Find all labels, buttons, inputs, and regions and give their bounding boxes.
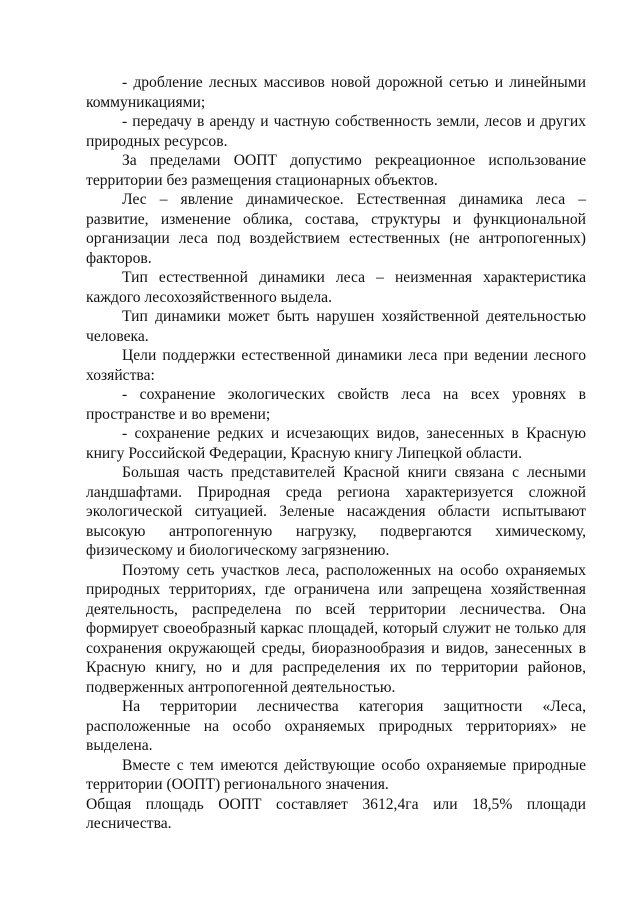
- paragraph-protection-category: На территории лесничества категория защитности «Леса, расположенные на особо охраняемых природных территориях» не выделена.: [86, 698, 586, 754]
- paragraph-goal-species: - сохранение редких и исчезающих видов, занесенных в Красную книгу Российской Федерации, Красную книгу Липецкой области.: [86, 425, 586, 462]
- paragraph-red-book: Большая часть представителей Красной книги связана с лесными ландшафтами. Природная среда региона характеризуется сложной экологической ситуацией. Зеленые насаждения области испытывают высокую антропогенную нагрузку, подвергаются химическому, физическому и биологическому загрязнению.: [86, 464, 586, 559]
- document-body: [86, 73, 586, 834]
- paragraph-list-item-fragmentation: - дробление лесных массивов новой дорожной сетью и линейными коммуникациями;: [86, 74, 586, 111]
- paragraph-dynamics-disruption: Тип динамики может быть нарушен хозяйственной деятельностью человека.: [86, 308, 586, 345]
- paragraph-goal-ecological: - сохранение экологических свойств леса на всех уровнях в пространстве и во времени;: [86, 386, 586, 423]
- paragraph-regional-oopt: Вместе с тем имеются действующие особо охраняемые природные территории (ООПТ) регионального значения.: [86, 756, 586, 793]
- paragraph-goals: Цели поддержки естественной динамики леса при ведении лесного хозяйства:: [86, 347, 586, 384]
- paragraph-list-item-lease: - передачу в аренду и частную собственность земли, лесов и других природных ресурсов.: [86, 113, 586, 150]
- paragraph-protected-network: Поэтому сеть участков леса, расположенных на особо охраняемых природных территориях, где ограничена или запрещена хозяйственная деятельность, распределена по всей территории лесничества. Она формирует своеобразный каркас площадей, который служит не только для сохранения окружающей среды, биоразнообразия и видов, занесенных в Красную книгу, но и для распределения их по территории районов, подверженных антропогенной деятельностью.: [86, 561, 586, 696]
- paragraph-dynamics-type: Тип естественной динамики леса – неизменная характеристика каждого лесохозяйственного выдела.: [86, 269, 586, 306]
- paragraph-recreation: За пределами ООПТ допустимо рекреационное использование территории без размещения стационарных объектов.: [86, 152, 586, 189]
- paragraph-total-area: Общая площадь ООПТ составляет 3612,4га или 18,5% площади лесничества.: [86, 795, 586, 832]
- paragraph-forest-dynamics: Лес – явление динамическое. Естественная динамика леса – развитие, изменение облика, состава, структуры и функциональной организации леса под воздействием естественных (не антропогенных) факторов.: [86, 191, 586, 267]
